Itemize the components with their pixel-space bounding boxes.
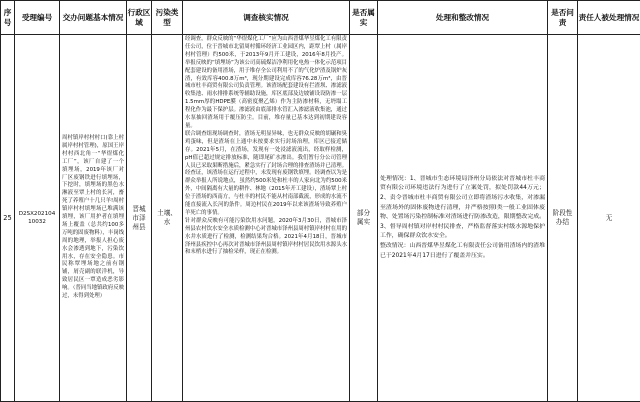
handling-paragraph-2: 整改情况：山西晋煤华昱煤化工有限责任公司备用渣场内的渣堆已于2021年4月17日进行了覆盖并压实。 bbox=[380, 242, 545, 261]
header-responsible: 责任人被处理情况 bbox=[578, 1, 640, 35]
cell-verified: 部分属实 bbox=[350, 35, 378, 402]
header-investigation: 调查核实情况 bbox=[183, 1, 350, 35]
header-verified: 是否属实 bbox=[350, 1, 378, 35]
header-accountable: 是否问责 bbox=[548, 1, 578, 35]
header-handling: 处理和整改情况 bbox=[378, 1, 548, 35]
cell-accountable: 阶段性办结 bbox=[548, 35, 578, 402]
header-pollution: 污染类型 bbox=[152, 1, 183, 35]
cell-pollution: 土壤、水 bbox=[152, 35, 183, 402]
cell-responsible: 无 bbox=[578, 35, 640, 402]
cell-seq: 25 bbox=[1, 35, 15, 402]
header-seq: 序号 bbox=[1, 1, 15, 35]
cell-region: 晋城市泽州县 bbox=[127, 35, 152, 402]
table-header-row bbox=[1, 1, 640, 35]
header-basic: 交办问题基本情况 bbox=[60, 1, 127, 35]
cell-handling bbox=[378, 35, 548, 402]
cell-investigation bbox=[183, 35, 350, 402]
cell-code: D2SX20210410032 bbox=[15, 35, 60, 402]
investigation-paragraph-1: 经调查，群众反映的“华煜煤化工厂”应为山西晋煤华昱煤化工有限责任公司，位于晋城市北留周村循环经济工业园区内，距覃上村（属岸村村管理）约500米，于2013年9月开工建设，2016年8月投产。举报反映的“填埋场”为该公司高硫煤洁净利用化电热一体化示范项目配套建设的备用渣场，用于堆存全公司利用不了的气化炉渣及锅炉灰渣，有效库容400.8万m³，现分期建设完成库容76.28万m³，由晋城市杜丰商贸有限公司负责管理。该渣场配套建设有拦渣坝、渗滤液收集池、雨水排排系统等辅助设施，库区底部及边坡铺设设防渗一层1.5mm厚的HDPE膜（高密度聚乙烯）作为主防渗材料，无坍塌工程化作为最下保护层。渗滤液由底部排水管汇入渗滤液收集池，通过水泵抽回渣场用于覆压防尘。目前，堆存量已基本达到初期建设容量。 bbox=[185, 36, 347, 131]
table-row bbox=[1, 35, 640, 402]
cell-basic: 周村镇岸村村村口(靠上村属岸村村管理)，原国王岸村村西北角一“华煜煤化工厂”，该厂自建了一个填埋场，2019年该厂对厂区废钢铁进行填埋场，下挖时，填埋场的黑色水淋液至覃上村的长河，畜死了养殖户十几只羊!周村镇岸村村填埋场已堆满该填埋，该厂用护者在填埋场上覆盖（总共约100多万吨的固废物料），丰岗线周的地理，举报人担心废水会渗透到地下，污染饮用水，存在安全隐患。市民称覃埋场地之前有钢铺，屑壳副的联洋机，导致居民区一覃造成恶劣影响。（普同当地镇政府反映过，未得到处理） bbox=[60, 35, 127, 402]
handling-paragraph-1: 处理情况：1、晋城市生态环境局泽州分局依法对晋城市杜丰商贸有限公司环境违法行为进行了立案处罚，拟处罚款44万元；2、责令晋城市杜丰商贸有限公司立即将渣场污水收集，对渗漏至渣场外的固体废物进行清理，并严格按照I类一般工业固体废物、处置场污染控制标准对渣场进行防渗改造，限期整改完成。3、督导周村镇对岸村村民排查，严格监督落实村级水源地保护工作，确保群众饮水安全。 bbox=[380, 175, 545, 242]
investigation-paragraph-2: 联合调查组现场调查时，渣场无明显异味，也无群众反映的胡碾和臭鸡蛋味，但是渣场在上通中未按要求实行封场治理，库区已接近储存。2021年5月，在渣场，发现有一处浸滤液流出，经取样检测，pH值已超过规定排放标准，随即尾矿水渗出。我们暂行分公司管理人员已采取果断措施后，紧急实行了封场合理的排查渣场并已清理。经查证，该渣场在运行过程中，未发现有废钢铁填埋。经调查以为是群众举报人所说地点，虽然约500米处和杜丰的人家向北为约500米外，中间隔离有大量的耕作、林地（2015年开工建设），渣场覃上村位于渣场的西南方，与杜丰的村民不能从村南部截流，形成的水流不能直接流入长河的条件。周边村民在2019年以来该渣场导致养殖户羊死亡的事情。 bbox=[185, 131, 347, 218]
investigation-paragraph-3: 针对群众反映有可能污染饮用水问题，2020年3月30日，晋城市泽州县农村饮水安全水质检测中心对晋城市泽州县周村镇岸村村在用的水井水质进行了检测，检测结果均合格。2021年4月18日，晋城市泽州县疾控中心再次对晋城市泽州县周村镇岸村村居民饮用水源头水和末梢水进行了抽检采样，现正在检测。 bbox=[185, 218, 347, 258]
header-code: 受理编号 bbox=[15, 1, 60, 35]
header-region: 行政区域 bbox=[127, 1, 152, 35]
